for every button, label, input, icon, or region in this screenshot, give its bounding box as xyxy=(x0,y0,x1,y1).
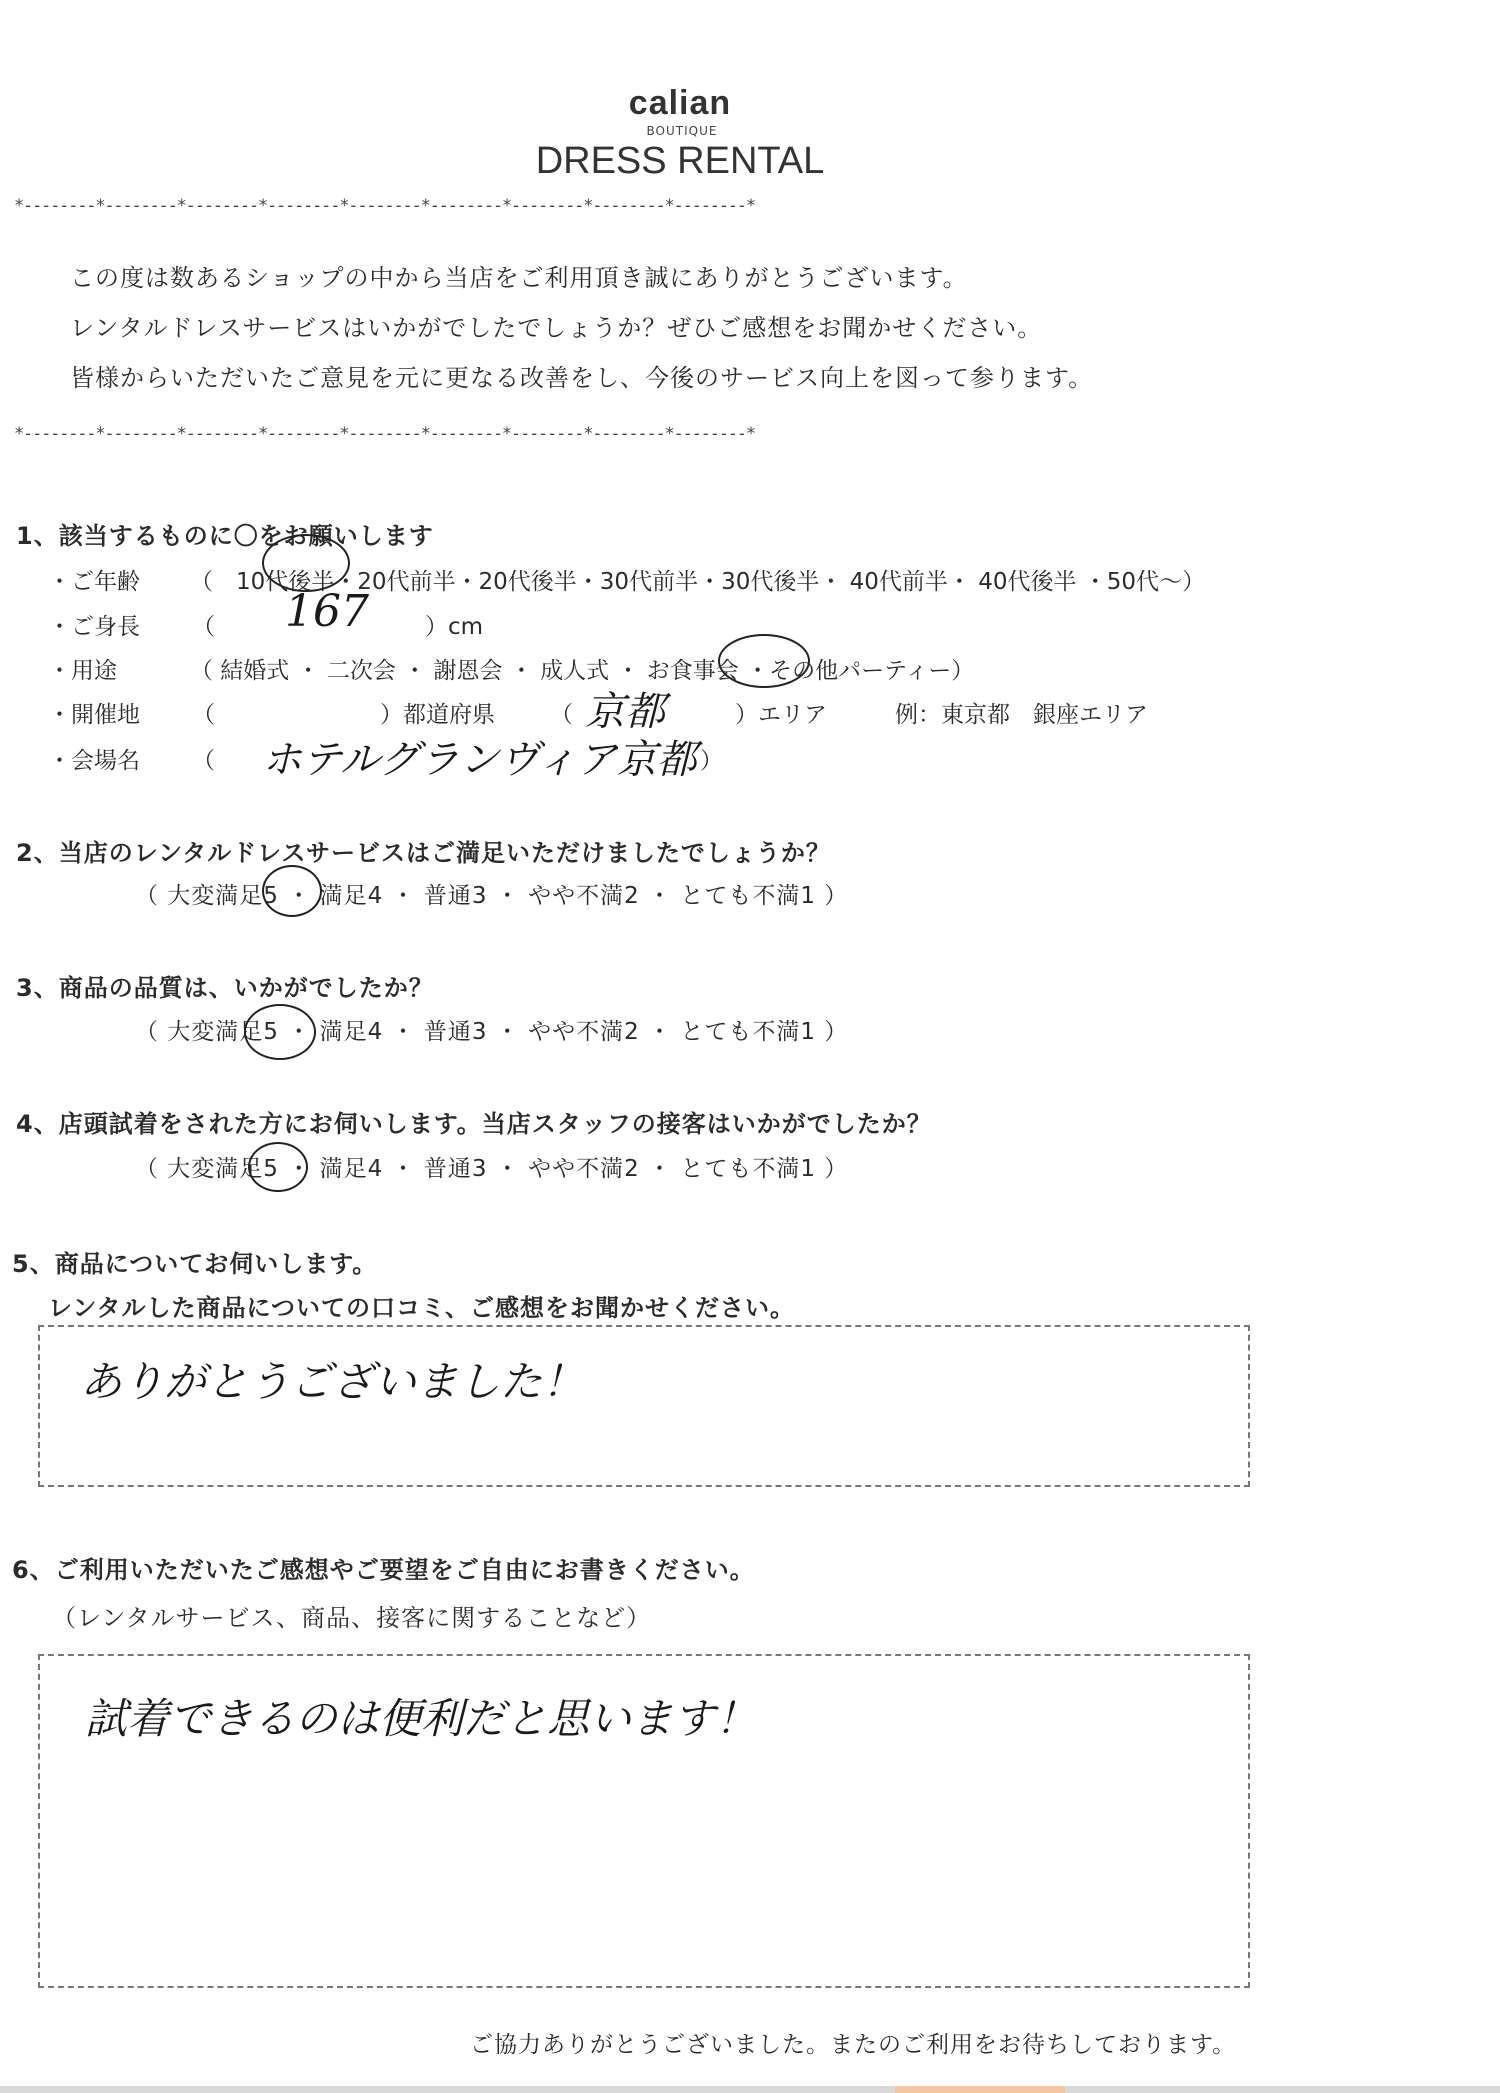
logo-sub: BOUTIQUE xyxy=(646,124,718,138)
q6-answer-box[interactable] xyxy=(38,1654,1250,1988)
divider-top: *--------*--------*--------*--------*--------*--------*--------*--------*--------* xyxy=(14,196,755,216)
location-prefecture: ）都道府県 xyxy=(380,702,495,728)
logo-title: DRESS RENTAL xyxy=(535,140,825,182)
q5-answer-text: ありがとうございました！ xyxy=(80,1357,585,1406)
q6-title: 6、ご利用いただいたご感想やご要望をご自由にお書きください。 xyxy=(12,1556,755,1584)
purpose-options: （ 結婚式 ・ 二次会 ・ 謝恩会 ・ 成人式 ・ お食事会 ・その他パーティー） xyxy=(190,658,975,684)
q3-options: （ 大変満足5 ・ 満足4 ・ 普通3 ・ やや不満2 ・ とても不満1 ） xyxy=(135,1019,849,1045)
location-value[interactable]: 京都 xyxy=(585,689,665,735)
q2-selected-circle xyxy=(262,865,322,917)
height-label: ・ご身長 xyxy=(48,614,140,640)
age-selected-circle xyxy=(262,534,350,592)
q4-title: 4、店頭試着をされた方にお伺いします。当店スタッフの接客はいかがでしたか？ xyxy=(16,1110,932,1138)
venue-value[interactable]: ホテルグランヴィア京都 xyxy=(262,737,697,783)
location-open-paren: （ xyxy=(192,702,215,728)
height-unit: ）cm xyxy=(425,614,484,640)
q3-selected-circle xyxy=(244,1004,316,1060)
divider-bottom: *--------*--------*--------*--------*--------*--------*--------*--------*--------* xyxy=(14,424,755,444)
footer-thanks: ご協力ありがとうございました。またのご利用をお待ちしております。 xyxy=(470,2032,1237,2058)
intro-line-3: 皆様からいただいたご意見を元に更なる改善をし、今後のサービス向上を図って参ります。 xyxy=(70,364,1094,392)
intro-line-1: この度は数あるショップの中から当店をご利用頂き誠にありがとうございます。 xyxy=(70,264,968,292)
venue-close-paren: ） xyxy=(700,748,723,774)
q3-title: 3、商品の品質は、いかがでしたか？ xyxy=(16,974,434,1002)
q2-options: （ 大変満足5 ・ 満足4 ・ 普通3 ・ やや不満2 ・ とても不満1 ） xyxy=(135,883,849,909)
q4-selected-circle xyxy=(248,1142,308,1192)
q5-answer-box[interactable] xyxy=(38,1325,1250,1487)
height-value[interactable]: 167 xyxy=(285,586,369,637)
q2-title: 2、当店のレンタルドレスサービスはご満足いただけましたでしょうか？ xyxy=(16,839,831,867)
location-open-paren-2: （ xyxy=(550,702,573,728)
venue-label: ・会場名 xyxy=(48,748,140,774)
q6-subtitle: （レンタルサービス、商品、接客に関することなど） xyxy=(52,1604,652,1632)
q1-title: 1、該当するものに〇をお願いします xyxy=(16,522,434,550)
footer-accent xyxy=(895,2086,1065,2093)
footer-bar xyxy=(0,2086,1500,2093)
q5-subtitle: レンタルした商品についての口コミ、ご感想をお聞かせください。 xyxy=(48,1294,795,1322)
location-label: ・開催地 xyxy=(48,702,140,728)
venue-open-paren: （ xyxy=(192,748,215,774)
q4-options: （ 大変満足5 ・ 満足4 ・ 普通3 ・ やや不満2 ・ とても不満1 ） xyxy=(135,1156,849,1182)
intro-line-2: レンタルドレスサービスはいかがでしたでしょうか？ぜひご感想をお聞かせください。 xyxy=(70,314,1043,342)
logo-brand: calian xyxy=(628,84,732,122)
q5-title: 5、商品についてお伺いします。 xyxy=(12,1250,378,1278)
height-open-paren: （ xyxy=(192,614,215,640)
location-example: 例：東京都 銀座エリア xyxy=(895,702,1148,728)
purpose-selected-circle xyxy=(718,634,810,688)
purpose-label: ・用途 xyxy=(48,658,117,684)
location-area: ）エリア xyxy=(735,702,827,728)
age-label: ・ご年齢 xyxy=(48,569,140,595)
age-options: （ 10代後半・20代前半・20代後半・30代前半・30代後半・ 40代前半・ 40代後半 ・50代～） xyxy=(190,569,1206,595)
q6-answer-text: 試着できるのは便利だと思います！ xyxy=(85,1694,758,1743)
